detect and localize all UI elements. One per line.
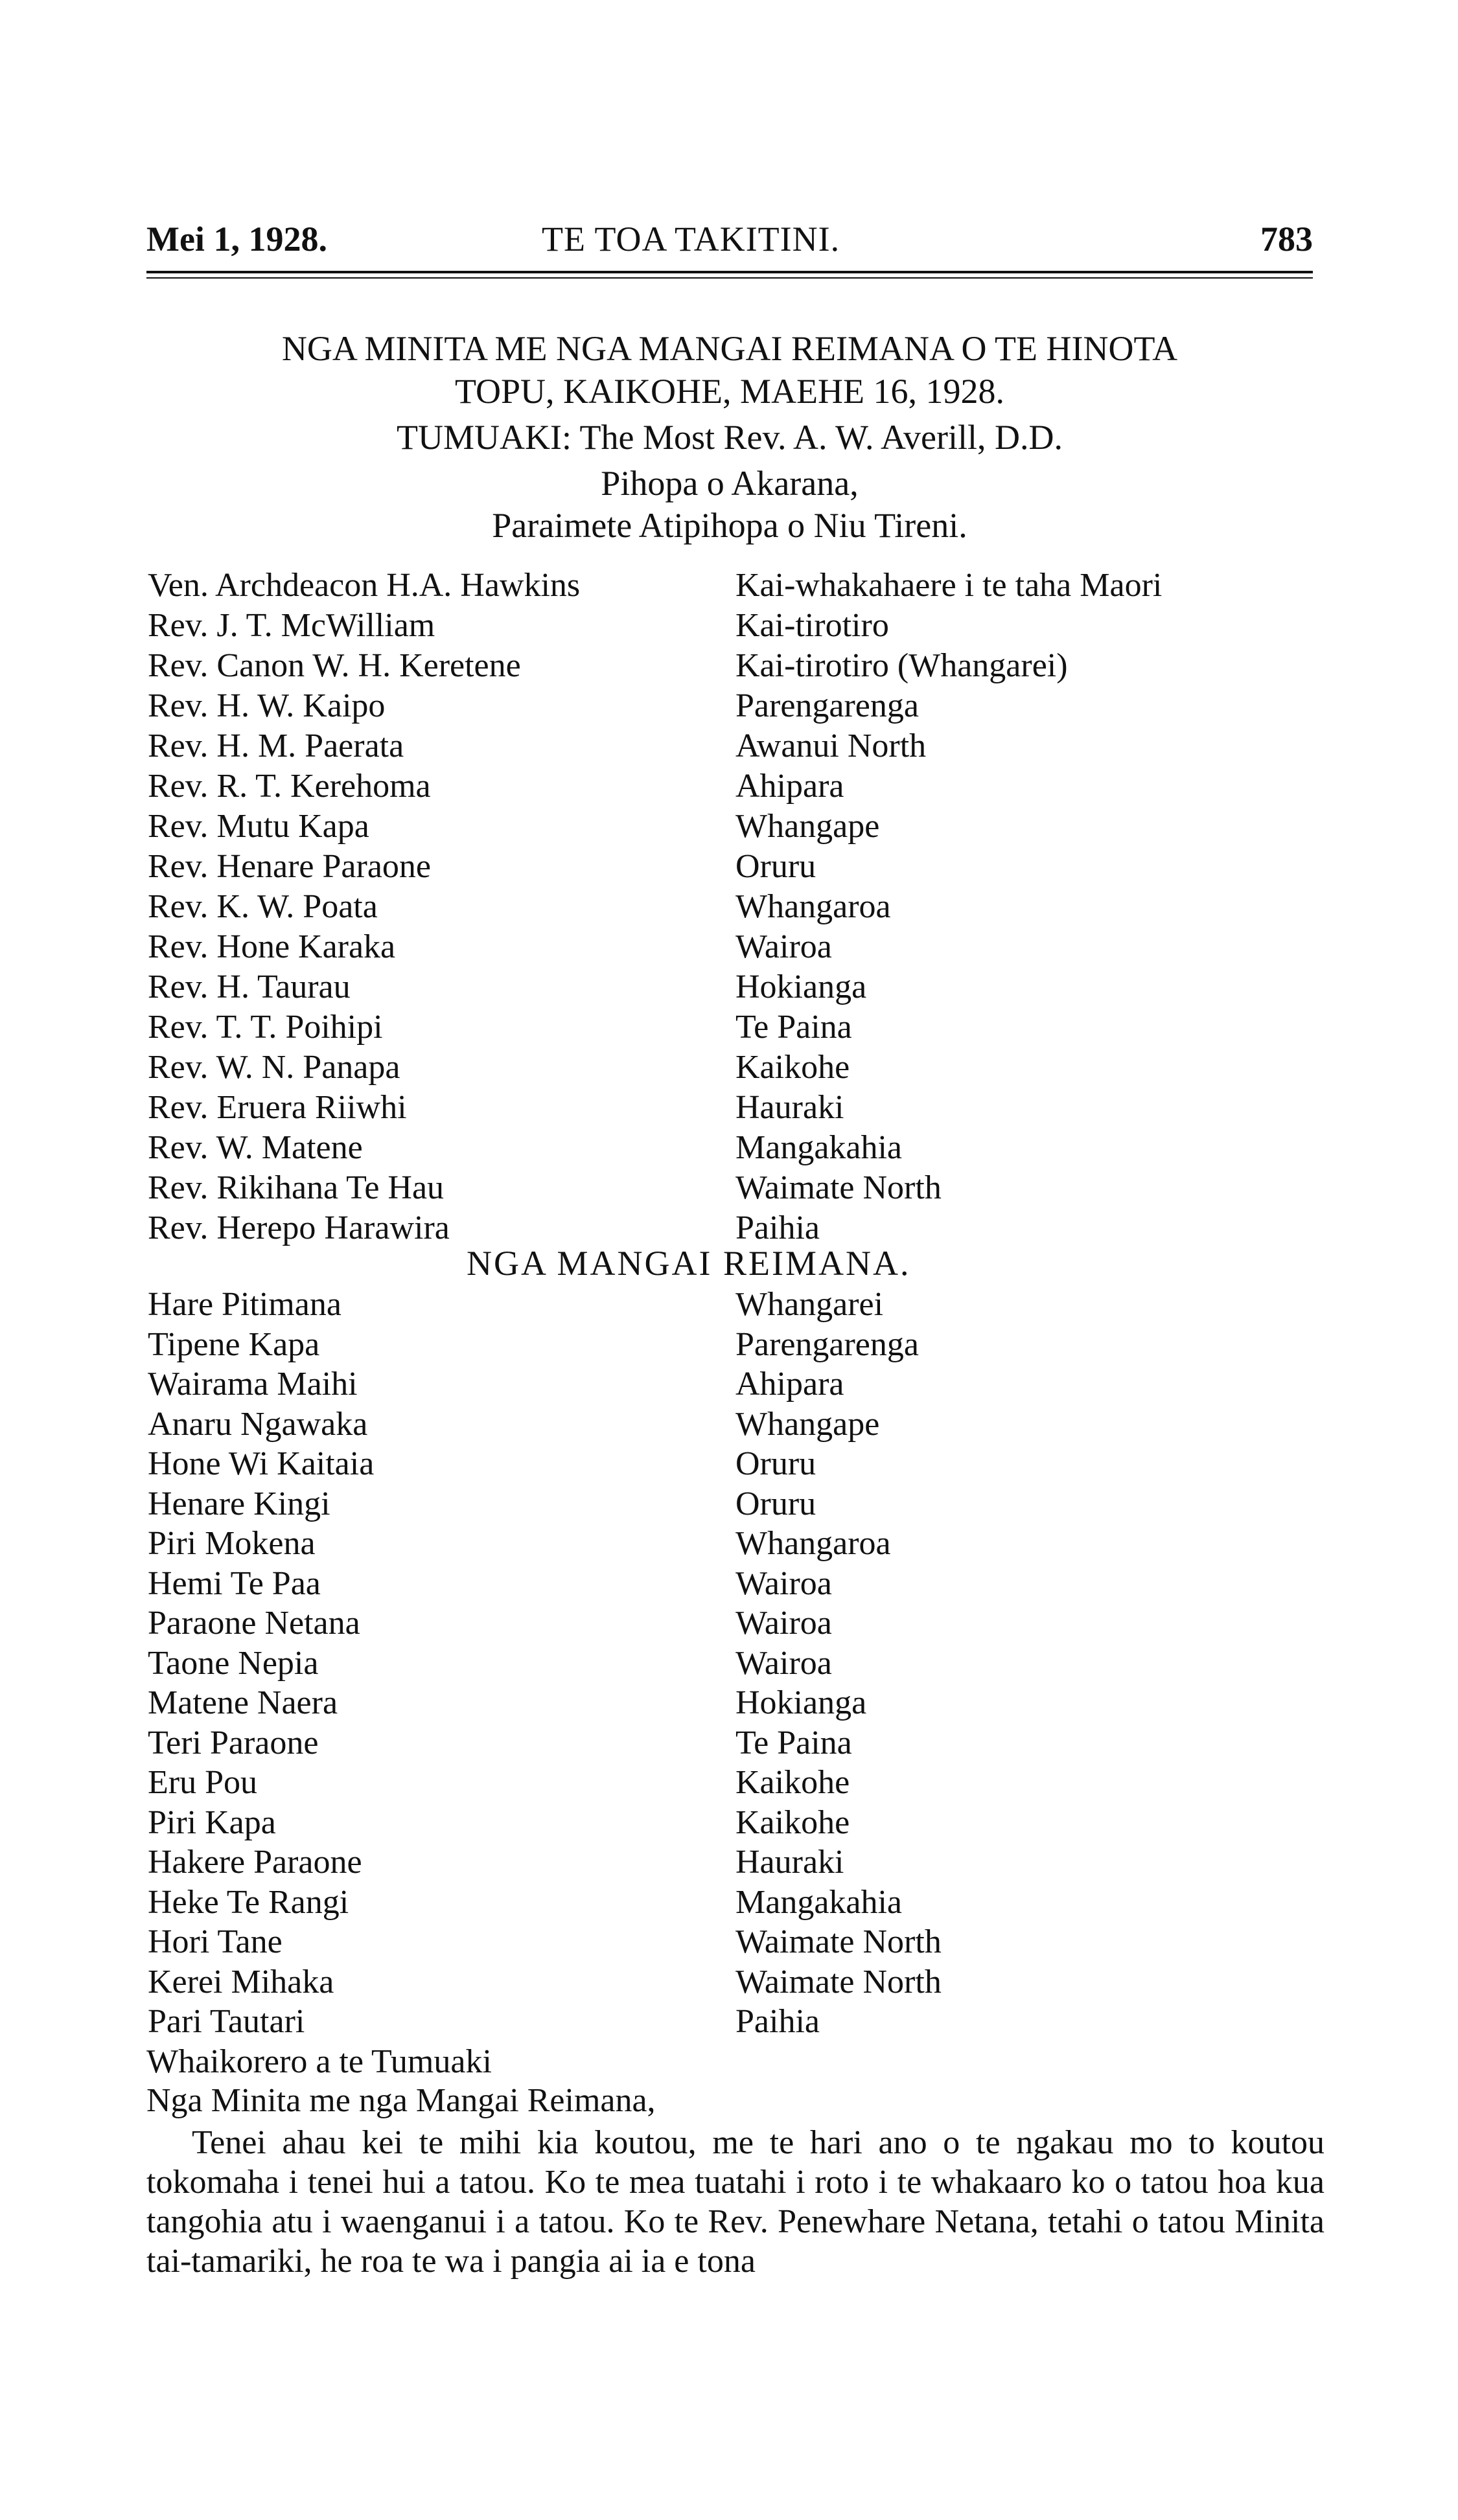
list-row [148,887,1314,927]
person-name: Piri Mokena [148,1525,316,1562]
person-name: Rev. H. M. Paerata [148,727,404,764]
header-rule-thin [146,277,1313,279]
parish-name: Kai-tirotiro (Whangarei) [735,647,1068,684]
header-publication-title: TE TOA TAKITINI. [542,220,840,258]
person-name: Anaru Ngawaka [148,1405,368,1443]
parish-name: Hauraki [735,1089,844,1126]
person-name: Rev. T. T. Poihipi [148,1009,383,1046]
parish-name: Kai-tirotiro [735,607,889,644]
person-name: Rev. J. T. McWilliam [148,607,435,644]
list-row [148,1404,1314,1445]
parish-name: Kaikohe [735,1049,850,1086]
parish-name: Wairoa [735,1644,832,1682]
list-row [148,566,1314,606]
person-name: Eru Pou [148,1764,257,1801]
list-row [148,1444,1314,1484]
parish-name: Kaikohe [735,1804,850,1841]
parish-name: Paihia [735,1209,820,1246]
list-row [148,1883,1314,1923]
list-row [148,1962,1314,2002]
address-salutation: Nga Minita me nga Mangai Reimana, [146,2082,656,2119]
list-row [148,967,1314,1007]
parish-name: Te Paina [735,1724,852,1761]
parish-name: Hokianga [735,1684,867,1721]
parish-name: Mangakahia [735,1129,903,1166]
list-row [148,686,1314,726]
person-name: Rev. Eruera Riiwhi [148,1089,407,1126]
list-row [148,1364,1314,1404]
parish-name: Te Paina [735,1009,852,1046]
list-row [148,766,1314,807]
list-row [148,807,1314,847]
list-row [148,1564,1314,1604]
person-name: Taone Nepia [148,1644,319,1682]
parish-name: Waimate North [735,1169,942,1206]
ministers-list [148,566,1314,1248]
parish-name: Hokianga [735,968,867,1005]
list-row [148,927,1314,967]
representatives-list [148,1285,1314,2042]
parish-name: Oruru [735,1485,816,1522]
parish-name: Wairoa [735,928,832,965]
person-name: Wairama Maihi [148,1366,358,1403]
list-row [148,646,1314,686]
parish-name: Whangaroa [735,888,891,925]
list-row [148,1603,1314,1644]
address-heading: Whaikorero a te Tumuaki [146,2043,492,2080]
address-paragraph: Tenei ahau kei te mihi kia koutou, me te hari ano o te ngakau mo to koutou tokomaha i tenei hui a tatou. Ko te mea tuatahi i roto i te whakaaro ko o tatou hoa kua tangohia atu i waenganui i a tatou. Ko te Rev. Penewhare Netana, tetahi o tatou Minita tai-tamariki, he roa te wa i pangia ai ia e tona [146,2124,1325,2280]
parish-name: Waimate North [735,1963,942,2000]
parish-name: Kai-whakahaere i te taha Maori [735,567,1163,604]
person-name: Rev. R. T. Kerehoma [148,768,431,805]
person-name: Henare Kingi [148,1485,330,1522]
header-rule-thick [146,271,1313,273]
person-name: Pari Tautari [148,2003,305,2040]
person-name: Hemi Te Paa [148,1564,321,1602]
person-name: Hori Tane [148,1923,283,1960]
list-row [148,1763,1314,1803]
document-title-line-1: NGA MINITA ME NGA MANGAI REIMANA O TE HINOTA [281,329,1178,368]
person-name: Hare Pitimana [148,1286,341,1323]
person-name: Rev. H. W. Kaipo [148,687,386,724]
parish-name: Ahipara [735,768,844,805]
list-row [148,1842,1314,1883]
person-name: Teri Paraone [148,1724,319,1761]
person-name: Rev. Rikihana Te Hau [148,1169,445,1206]
list-row [148,1922,1314,1962]
person-name: Matene Naera [148,1684,338,1721]
parish-name: Parengarenga [735,1325,919,1363]
parish-name: Mangakahia [735,1883,903,1921]
parish-name: Oruru [735,1445,816,1482]
parish-name: Parengarenga [735,687,919,724]
person-name: Rev. W. Matene [148,1129,363,1166]
list-row [148,1168,1314,1208]
parish-name: Paihia [735,2003,820,2040]
person-name: Kerei Mihaka [148,1963,334,2000]
president-title-line-1: Pihopa o Akarana, [601,464,859,503]
list-row [148,1007,1314,1048]
person-name: Rev. Canon W. H. Keretene [148,647,521,684]
parish-name: Whangape [735,1405,880,1443]
person-name: Rev. Herepo Harawira [148,1209,450,1246]
list-row [148,1683,1314,1723]
person-name: Paraone Netana [148,1605,360,1642]
person-name: Rev. Mutu Kapa [148,808,369,845]
person-name: Hakere Paraone [148,1844,362,1881]
list-row [148,1088,1314,1128]
person-name: Ven. Archdeacon H.A. Hawkins [148,567,581,604]
list-row [148,1484,1314,1524]
list-row [148,847,1314,887]
person-name: Heke Te Rangi [148,1883,349,1921]
list-row [148,2002,1314,2042]
list-row [148,1723,1314,1763]
person-name: Hone Wi Kaitaia [148,1445,375,1482]
parish-name: Hauraki [735,1844,844,1881]
list-row [148,606,1314,646]
parish-name: Wairoa [735,1564,832,1602]
president-line: TUMUAKI: The Most Rev. A. W. Averill, D.D. [397,418,1063,457]
parish-name: Kaikohe [735,1764,850,1801]
representatives-heading: NGA MANGAI REIMANA. [467,1244,911,1283]
list-row [148,1644,1314,1684]
parish-name: Ahipara [735,1366,844,1403]
person-name: Rev. Henare Paraone [148,848,431,885]
list-row [148,1128,1314,1168]
page-number: 783 [1260,220,1313,258]
president-title-line-2: Paraimete Atipihopa o Niu Tireni. [492,506,967,545]
person-name: Rev. W. N. Panapa [148,1049,400,1086]
list-row [148,1208,1314,1248]
list-row [148,1325,1314,1365]
person-name: Piri Kapa [148,1804,276,1841]
list-row [148,726,1314,766]
parish-name: Whangarei [735,1286,884,1323]
person-name: Rev. Hone Karaka [148,928,396,965]
list-row [148,1524,1314,1564]
parish-name: Awanui North [735,727,927,764]
person-name: Rev. H. Taurau [148,968,351,1005]
list-row [148,1285,1314,1325]
list-row [148,1803,1314,1843]
parish-name: Whangaroa [735,1525,891,1562]
parish-name: Whangape [735,808,880,845]
person-name: Rev. K. W. Poata [148,888,378,925]
header-date: Mei 1, 1928. [146,220,327,258]
running-header [146,219,1313,271]
document-title-line-2: TOPU, KAIKOHE, MAEHE 16, 1928. [455,372,1004,411]
person-name: Tipene Kapa [148,1325,320,1363]
parish-name: Waimate North [735,1923,942,1960]
parish-name: Wairoa [735,1605,832,1642]
list-row [148,1048,1314,1088]
parish-name: Oruru [735,848,816,885]
